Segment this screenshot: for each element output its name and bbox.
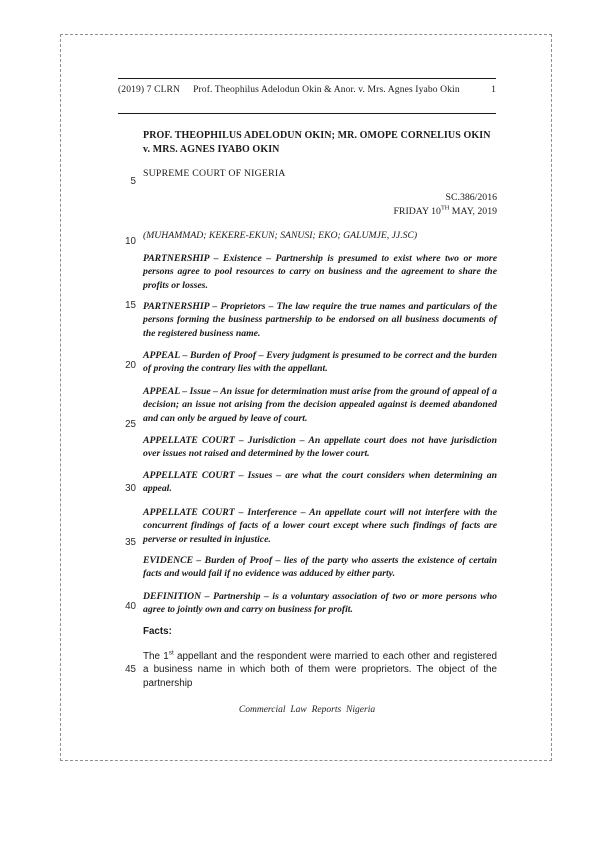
facts-paragraph — [143, 650, 497, 690]
facts-text-start: The 1 — [143, 651, 169, 662]
case-title — [143, 129, 497, 156]
catchword-paragraph-evidence-burden: EVIDENCE – Burden of Proof – lies of the party who asserts the existence of certain facts and would fail if no evidence was adduced by either party. — [143, 555, 497, 580]
suit-number: SC.386/2016 — [445, 192, 497, 203]
header-bottom-rule — [118, 113, 496, 114]
catchword-paragraph-appellate-jurisdiction: APPELLATE COURT – Jurisdiction – An appellate court does not have jurisdiction over issues not raised and determined by the lower court. — [143, 435, 497, 460]
header-citation: (2019) 7 CLRN — [118, 84, 181, 95]
margin-line-number: 5 — [130, 176, 136, 187]
facts-text-rest: appellant and the respondent were married to each other and registered a business name in which both of them were proprietors. The object of the partnership — [143, 651, 497, 689]
header-page-number: 1 — [491, 84, 496, 95]
judges-line: (MUHAMMAD; KEKERE-EKUN; SANUSI; EKO; GALUMJE, JJ.SC) — [143, 230, 418, 241]
catchword-paragraph-appeal-issue: APPEAL – Issue – An issue for determination must arise from the ground of appeal of a decision; an issue not arising from the decision appealed against is deemed abandoned and can only be argued by leave of court. — [143, 386, 497, 424]
case-title-line1: PROF. THEOPHILUS ADELODUN OKIN; MR. OMOPE CORNELIUS OKIN — [143, 130, 491, 141]
margin-line-number: 15 — [125, 300, 136, 311]
catchword-paragraph-definition-partnership: DEFINITION – Partnership – is a voluntary association of two or more persons who agree to jointly own and carry on business for profit. — [143, 591, 497, 616]
date-main: FRIDAY 10 — [393, 205, 441, 217]
margin-line-number: 35 — [125, 537, 136, 548]
court-name: SUPREME COURT OF NIGERIA — [143, 168, 286, 179]
margin-line-number: 30 — [125, 483, 136, 494]
header-top-rule — [118, 78, 496, 79]
header-case-name: Prof. Theophilus Adelodun Okin & Anor. v. Mrs. Agnes Iyabo Okin — [193, 84, 460, 95]
margin-line-number: 20 — [125, 360, 136, 371]
footer-publication-name: Commercial Law Reports Nigeria — [238, 705, 376, 715]
margin-line-number: 25 — [125, 419, 136, 430]
catchword-paragraph-appellate-issues: APPELLATE COURT – Issues – are what the court considers when determining an appeal. — [143, 470, 497, 495]
catchword-paragraph-appeal-burden: APPEAL – Burden of Proof – Every judgment is presumed to be correct and the burden of proving the contrary lies with the appellant. — [143, 350, 497, 375]
facts-heading: Facts: — [143, 626, 172, 637]
date-rest: MAY, 2019 — [449, 205, 497, 217]
margin-line-number: 10 — [125, 236, 136, 247]
date-ordinal-superscript: TH — [440, 204, 450, 212]
running-header — [118, 84, 496, 95]
margin-line-number: 40 — [125, 601, 136, 612]
margin-line-number: 45 — [125, 664, 136, 675]
hearing-date — [143, 205, 497, 219]
catchword-paragraph-appellate-interference: APPELLATE COURT – Interference – An appellate court will not interfere with the concurrent findings of facts of a lower court except where such findings of facts are perverse or resulted in injustice. — [143, 507, 497, 545]
case-info-block — [143, 191, 497, 218]
case-title-line2: v. MRS. AGNES IYABO OKIN — [143, 143, 280, 155]
ordinal-superscript: st — [168, 649, 174, 657]
catchword-paragraph-partnership-proprietors: PARTNERSHIP – Proprietors – The law require the true names and particulars of the persons forming the business partnership to be endorsed on all business documents of the registered business name. — [143, 301, 497, 339]
catchword-paragraph-partnership-existence: PARTNERSHIP – Existence – Partnership is presumed to exist where two or more persons agree to pool resources to carry on business and the agreement to share the profits or losses. — [143, 253, 497, 291]
